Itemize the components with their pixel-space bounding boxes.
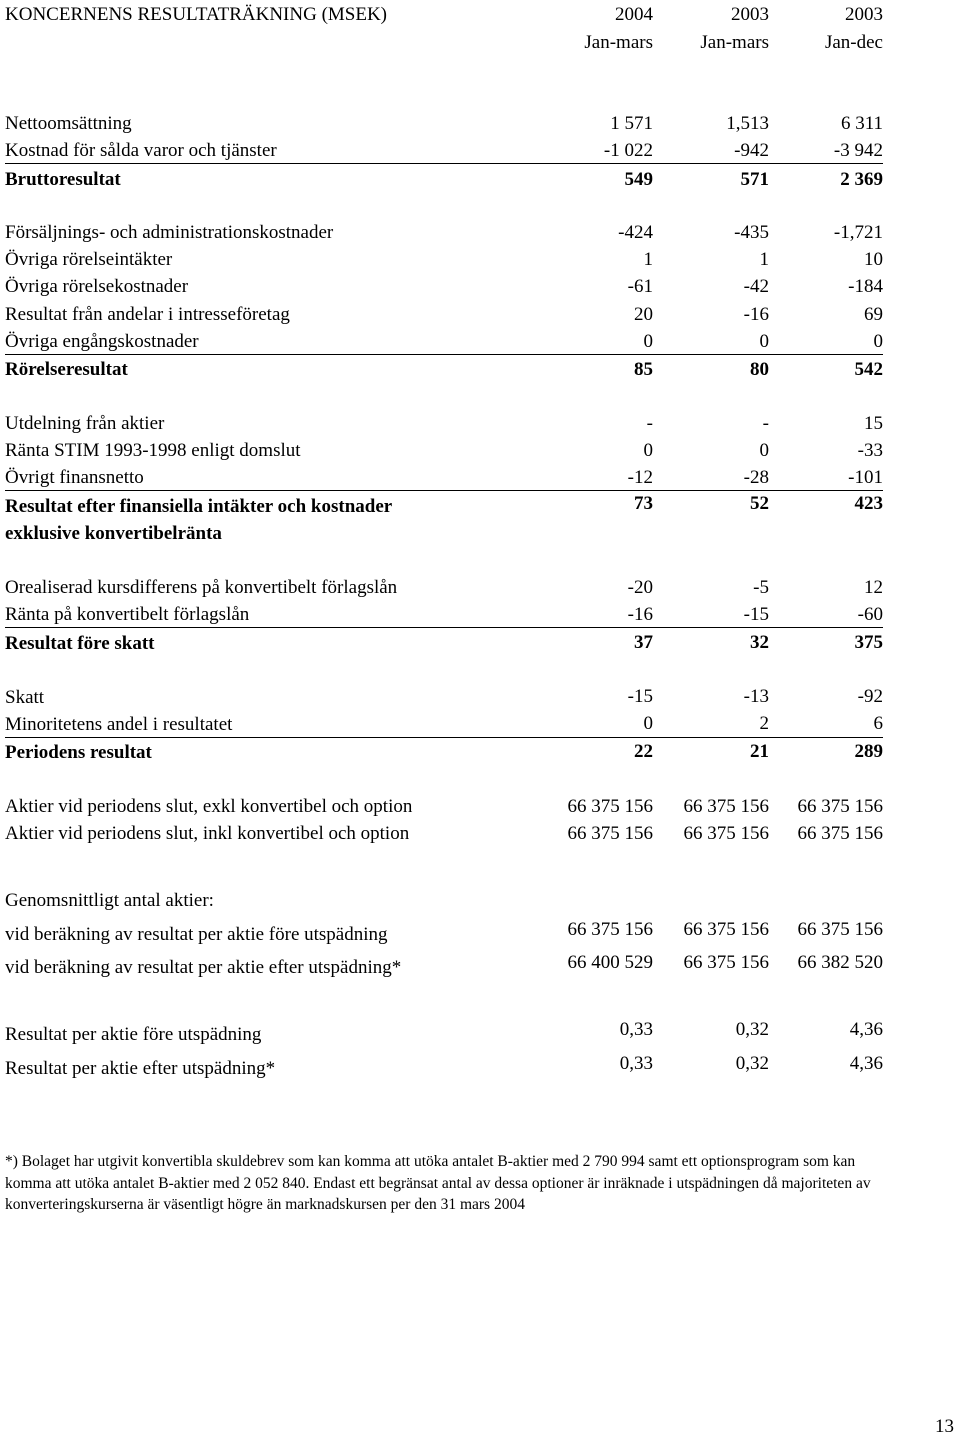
row-label: Minoritetens andel i resultatet: [5, 714, 233, 735]
row-value-2003: 6: [873, 713, 883, 734]
row-value-2003: 4,36: [849, 1019, 883, 1040]
row-label: Övriga engångskostnader: [5, 331, 199, 352]
row-label: Resultat före skatt: [5, 633, 155, 654]
row-value-2004: -12: [627, 467, 653, 488]
row-value-2003q1: 0,32: [735, 1053, 769, 1074]
row-label: Övriga rörelsekostnader: [5, 276, 189, 297]
row-value-2003q1: 0,32: [735, 1019, 769, 1040]
row-value-2004: -424: [618, 222, 653, 243]
row-value-2004: -: [646, 413, 653, 434]
col3-period: Jan-dec: [824, 32, 883, 53]
row-label: Kostnad för sålda varor och tjänster: [5, 140, 277, 161]
divider: [5, 627, 883, 628]
row-value-2003: 0: [873, 331, 883, 352]
row-value-2003q1: -: [762, 413, 769, 434]
row-label: Aktier vid periodens slut, inkl konvertibel och option: [5, 823, 410, 844]
row-value-2004: 549: [624, 169, 653, 190]
row-label: Nettoomsättning: [5, 113, 132, 134]
col2-year: 2003: [731, 4, 769, 25]
row-value-2004: 1 571: [610, 113, 653, 134]
row-value-2003: 15: [864, 413, 883, 434]
row-value-2004: 85: [634, 359, 653, 380]
col1-year: 2004: [615, 4, 653, 25]
row-value-2003q1: 1: [759, 249, 769, 270]
row-value-2003q1: 66 375 156: [683, 919, 769, 940]
row-value-2004: 0: [643, 331, 653, 352]
row-label: Resultat per aktie före utspädning: [5, 1024, 262, 1045]
row-value-2004: 73: [634, 493, 653, 514]
row-value-2003q1: 66 375 156: [683, 952, 769, 973]
col2-period: Jan-mars: [700, 32, 769, 53]
row-value-2003: -33: [857, 440, 883, 461]
col3-year: 2003: [845, 4, 883, 25]
row-value-2004: 66 375 156: [567, 919, 653, 940]
row-value-2003q1: 0: [759, 331, 769, 352]
row-value-2003: 66 375 156: [797, 823, 883, 844]
row-value-2003q1: -13: [743, 686, 769, 707]
row-value-2004: 1: [643, 249, 653, 270]
row-value-2003: -101: [848, 467, 883, 488]
row-label: Periodens resultat: [5, 742, 152, 763]
row-value-2003: -92: [857, 686, 883, 707]
row-value-2004: 66 375 156: [567, 823, 653, 844]
row-value-2003: 542: [854, 359, 883, 380]
row-value-2003: -60: [857, 604, 883, 625]
row-label: Resultat från andelar i intresseföretag: [5, 304, 290, 325]
report-title: KONCERNENS RESULTATRÄKNING (MSEK): [5, 4, 388, 25]
row-value-2003q1: 66 375 156: [683, 796, 769, 817]
row-value-2003: -3 942: [833, 140, 883, 161]
row-value-2004: -16: [627, 604, 653, 625]
divider: [5, 163, 883, 164]
row-value-2003q1: 0: [759, 440, 769, 461]
row-value-2004: 20: [634, 304, 653, 325]
row-value-2003q1: 80: [750, 359, 769, 380]
row-value-2004: 66 375 156: [567, 796, 653, 817]
row-label: Utdelning från aktier: [5, 413, 165, 434]
footnote: *) Bolaget har utgivit konvertibla skuldebrev som kan komma att utöka antalet B-aktier med 2 790 994 samt ett optionsprogram som kan komma att utöka antalet B-aktier med 2 052 840. Endast ett begränsat antal av dessa optioner är inräknade i utspädningen då majoriteten av konverteringskurserna är väsentligt högre än marknadskursen per den 31 mars 2004: [5, 1153, 871, 1213]
row-value-2004: 66 400 529: [567, 952, 653, 973]
row-value-2004: 37: [634, 632, 653, 653]
row-value-2003: 66 375 156: [797, 919, 883, 940]
row-value-2003q1: -15: [743, 604, 769, 625]
row-value-2004: 0: [643, 440, 653, 461]
row-value-2003q1: -5: [753, 577, 769, 598]
row-value-2003: 375: [854, 632, 883, 653]
row-label: Aktier vid periodens slut, exkl konvertibel och option: [5, 796, 413, 817]
row-value-2003q1: 571: [740, 169, 769, 190]
row-value-2003: -1,721: [833, 222, 883, 243]
row-value-2003: 6 311: [840, 113, 883, 134]
row-value-2003q1: -16: [743, 304, 769, 325]
row-label: Orealiserad kursdifferens på konvertibelt förlagslån: [5, 577, 398, 598]
row-value-2004: 22: [634, 741, 653, 762]
row-value-2003: 423: [854, 493, 883, 514]
row-value-2003: 66 375 156: [797, 796, 883, 817]
row-value-2003: 12: [864, 577, 883, 598]
row-label: Övrigt finansnetto: [5, 467, 144, 488]
row-label: Resultat per aktie efter utspädning*: [5, 1058, 276, 1079]
row-label: Försäljnings- och administrationskostnader: [5, 222, 334, 243]
row-value-2004: -20: [627, 577, 653, 598]
row-value-2003q1: 66 375 156: [683, 823, 769, 844]
col1-period: Jan-mars: [584, 32, 653, 53]
row-label: Övriga rörelseintäkter: [5, 249, 173, 270]
row-label: Genomsnittligt antal aktier:: [5, 890, 214, 911]
divider: [5, 737, 883, 738]
row-value-2003q1: 2: [759, 713, 769, 734]
divider: [5, 490, 883, 491]
row-label: Skatt: [5, 687, 45, 708]
row-value-2003q1: -942: [734, 140, 769, 161]
page-number: 13: [935, 1416, 954, 1437]
row-label: Rörelseresultat: [5, 359, 128, 380]
row-value-2003: 4,36: [849, 1053, 883, 1074]
row-value-2003: 10: [864, 249, 883, 270]
row-value-2003q1: 1,513: [726, 113, 769, 134]
row-value-2003: -184: [848, 276, 883, 297]
row-value-2003: 2 369: [840, 169, 883, 190]
row-label: vid beräkning av resultat per aktie efter utspädning*: [5, 957, 402, 978]
row-value-2004: 0,33: [619, 1019, 653, 1040]
divider: [5, 354, 883, 355]
row-label: Ränta på konvertibelt förlagslån: [5, 604, 250, 625]
row-value-2003q1: 32: [750, 632, 769, 653]
row-label: Bruttoresultat: [5, 169, 121, 190]
row-value-2003q1: -435: [734, 222, 769, 243]
row-value-2004: -15: [627, 686, 653, 707]
row-value-2003q1: 21: [750, 741, 769, 762]
row-value-2003q1: -28: [743, 467, 769, 488]
row-value-2003q1: 52: [750, 493, 769, 514]
row-value-2004: -1 022: [603, 140, 653, 161]
row-value-2004: 0,33: [619, 1053, 653, 1074]
row-value-2004: -61: [627, 276, 653, 297]
row-value-2004: 0: [643, 713, 653, 734]
row-label: Ränta STIM 1993-1998 enligt domslut: [5, 440, 301, 461]
row-label: Resultat efter finansiella intäkter och kostnader: [5, 496, 393, 517]
row-value-2003: 69: [864, 304, 883, 325]
row-label: exklusive konvertibelränta: [5, 523, 222, 544]
row-label: vid beräkning av resultat per aktie före utspädning: [5, 924, 388, 945]
row-value-2003q1: -42: [743, 276, 769, 297]
row-value-2003: 66 382 520: [797, 952, 883, 973]
row-value-2003: 289: [854, 741, 883, 762]
